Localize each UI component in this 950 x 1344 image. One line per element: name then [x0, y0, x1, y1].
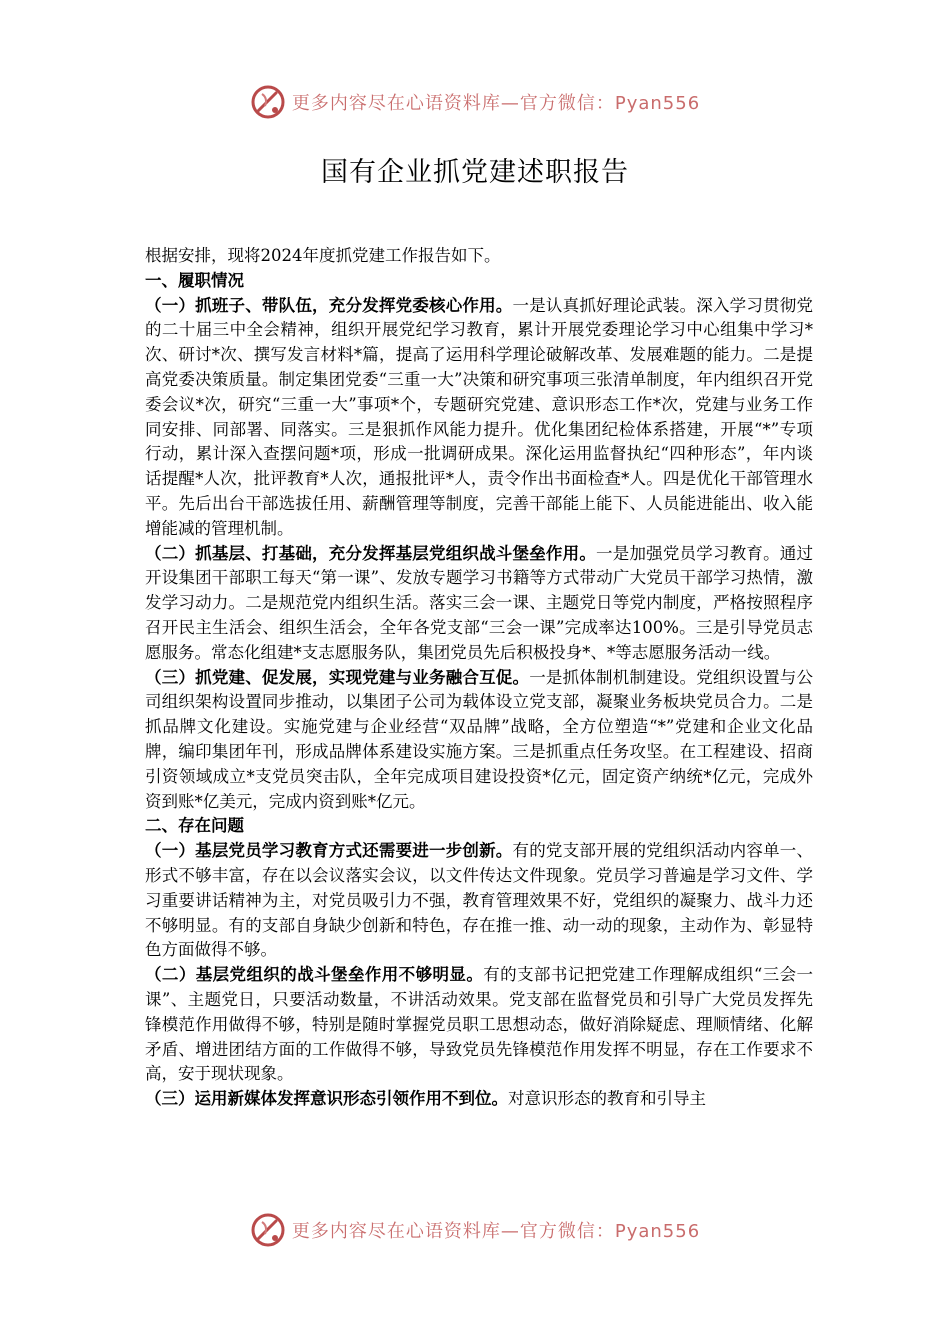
paragraph-lead: （二）基层党组织的战斗堡垒作用不够明显。: [145, 965, 484, 985]
document-title: 国有企业抓党建述职报告: [321, 157, 629, 188]
document-body: [145, 244, 813, 1112]
paragraph: [145, 542, 813, 666]
brand-logo-icon: [250, 1212, 286, 1248]
paragraph-lead: （二）抓基层、打基础，充分发挥基层党组织战斗堡垒作用。: [145, 543, 597, 563]
brand-logo-icon: [250, 84, 286, 120]
paragraph-body: 一是抓体制机制建设。党组织设置与公司组织架构设置同步推动，以集团子公司为载体设立党支部，凝聚业务板块党员合力。二是抓品牌文化建设。实施党建与企业经营“双品牌”战略，全方位塑造“*”党建和企业文化品牌，编印集团年刊，形成品牌体系建设实施方案。三是抓重点任务攻坚。在工程建设、招商引资领域成立*支党员突击队，全年完成项目建设投资*亿元，固定资产纳统*亿元，完成外资到账*亿美元，完成内资到账*亿元。: [145, 667, 814, 811]
paragraph-lead: （一）基层党员学习教育方式还需要进一步创新。: [145, 841, 513, 861]
paragraph: [145, 1087, 813, 1112]
header-watermark-banner: [0, 82, 950, 122]
paragraph: [145, 666, 813, 815]
paragraph-lead: （三）运用新媒体发挥意识形态引领作用不到位。: [145, 1089, 508, 1109]
paragraph-lead: （一）抓班子、带队伍，充分发挥党委核心作用。: [145, 295, 513, 315]
intro-paragraph: 根据安排，现将2024年度抓党建工作报告如下。: [145, 246, 501, 265]
paragraph: [145, 839, 813, 963]
section-heading-problems: 二、存在问题: [145, 816, 244, 836]
paragraph: [145, 963, 813, 1087]
watermark-text: 更多内容尽在心语资料库—官方微信：Pyan556: [291, 1221, 701, 1242]
footer-watermark-banner: [0, 1210, 950, 1250]
paragraph-body: 一是认真抓好理论武装。深入学习贯彻党的二十届三中全会精神，组织开展党纪学习教育，累计开展党委理论学习中心组集中学习*次、研讨*次、撰写发言材料*篇，提高了运用科学理论破解改革、发展难题的能力。二是提高党委决策质量。制定集团党委“三重一大”决策和研究事项三张清单制度，年内组织召开党委会议*次，研究“三重一大”事项*个，专题研究党建、意识形态工作*次，党建与业务工作同安排、同部署、同落实。三是狠抓作风能力提升。优化集团纪检体系搭建，开展“*”专项行动，累计深入查摆问题*项，形成一批调研成果。深化运用监督执纪“四种形态”，年内谈话提醒*人次，批评教育*人次，通报批评*人，责令作出书面检查*人。四是优化干部管理水平。先后出台干部选拔任用、薪酬管理等制度，完善干部能上能下、人员能进能出、收入能增能减的管理机制。: [145, 295, 814, 538]
paragraph-lead: （三）抓党建、促发展，实现党建与业务融合互促。: [145, 667, 530, 687]
watermark-text: 更多内容尽在心语资料库—官方微信：Pyan556: [291, 93, 701, 114]
paragraph-body: 有的党支部开展的党组织活动内容单一、形式不够丰富，存在以会议落实会议，以文件传达文件现象。党员学习普遍是学习文件、学习重要讲话精神为主，对党员吸引力不强，教育管理效果不好，党组织的凝聚力、战斗力还不够明显。有的支部自身缺少创新和特色，存在推一推、动一动的现象，主动作为、彰显特色方面做得不够。: [145, 841, 814, 960]
paragraph-body: 一是加强党员学习教育。通过开设集团干部职工每天“第一课”、发放专题学习书籍等方式带动广大党员干部学习热情，激发学习动力。二是规范党内组织生活。落实三会一课、主题党日等党内制度，严格按照程序召开民主生活会、组织生活会，全年各党支部“三会一课”完成率达100%。三是引导党员志愿服务。常态化组建*支志愿服务队，集团党员先后积极投身*、*等志愿服务活动一线。: [145, 543, 814, 662]
paragraph: [145, 294, 813, 542]
paragraph-body: 有的支部书记把党建工作理解成组织“三会一课”、主题党日，只要活动数量，不讲活动效果。党支部在监督党员和引导广大党员发挥先锋模范作用做得不够，特别是随时掌握党员职工思想动态，做好消除疑虑、理顺情绪、化解矛盾、增进团结方面的工作做得不够，导致党员先锋模范作用发挥不明显，存在工作要求不高，安于现状现象。: [145, 965, 814, 1084]
paragraph-body: 对意识形态的教育和引导主: [508, 1089, 706, 1109]
section-heading-duties: 一、履职情况: [145, 270, 244, 290]
